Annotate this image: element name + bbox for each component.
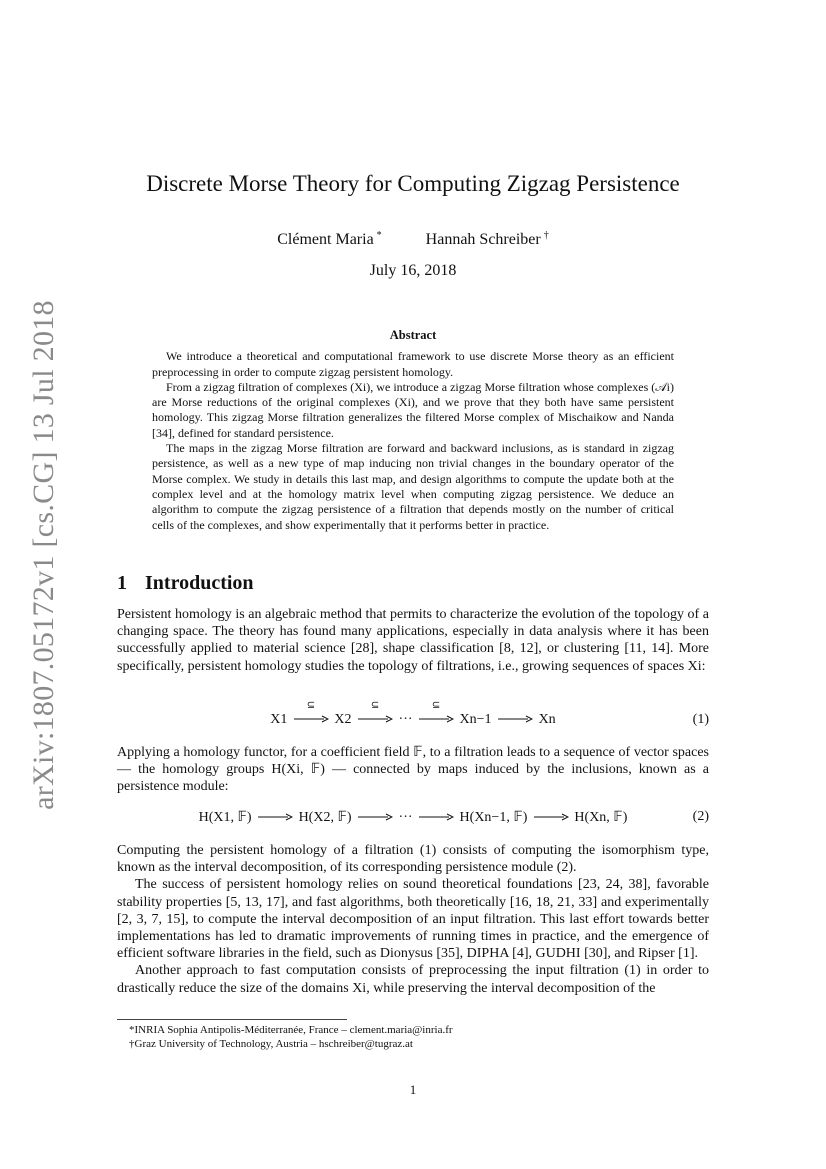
intro-paragraph-5: Another approach to fast computation consists of preprocessing the input filtration (1) in order to drastically reduce the size of the domains Xi, while preserving the interval decomposition of the <box>117 963 709 996</box>
intro-paragraph-2: Applying a homology functor, for a coefficient field 𝔽, to a filtration leads to a sequence of vector spaces — the homology groups H(Xi, 𝔽) — connected by maps induced by the inclusions, known as a persistence module: <box>117 745 709 795</box>
publication-date: July 16, 2018 <box>369 262 457 279</box>
author-2-name: Hannah Schreiber <box>425 231 541 248</box>
equation-2 <box>117 809 709 833</box>
eq1-term-4: Xn−1 <box>459 712 492 728</box>
intro-paragraph-1: Persistent homology is an algebraic method that permits to characterize the evolution of the topology of a changing space. The theory has found many applications, especially in data analysis where it has been successfully applied to material science [28], shape classification [8, 12], or clustering [11, 14]. More specifically, persistent homology studies the topology of filtrations, i.e., growing sequences of spaces Xi: <box>117 607 709 674</box>
inclusion-arrow: ⊆ <box>418 712 454 728</box>
author-2 <box>426 226 549 250</box>
equation-1 <box>117 700 709 736</box>
author-2-mark: † <box>543 230 549 241</box>
eq2-term-1: H(X1, 𝔽) <box>198 810 252 825</box>
arxiv-identifier-stamp <box>26 300 62 810</box>
section-heading <box>117 572 254 595</box>
eq2-term-4: H(Xn−1, 𝔽) <box>459 810 528 825</box>
eq2-term-2: H(X2, 𝔽) <box>298 810 352 825</box>
author-1 <box>277 226 381 250</box>
footnote-2: †Graz University of Technology, Austria – hschreiber@tugraz.at <box>129 1038 413 1050</box>
abstract-heading: Abstract <box>389 328 437 342</box>
footnotes <box>117 1019 709 1051</box>
eq1-term-1: X1 <box>270 712 288 728</box>
intro-paragraph-3-block <box>117 842 709 997</box>
eq1-term-2: X2 <box>334 712 352 728</box>
section-title: Introduction <box>145 572 254 594</box>
author-1-name: Clément Maria <box>277 231 374 248</box>
intro-paragraph-4: The success of persistent homology relies on sound theoretical foundations [23, 24, 38], favorable stability properties [5, 13, 17], and fast algorithms, both theoretically [16, 18, 21, 33] and experimentally [2, 3, 7, 15], to compute the interval decomposition of an input filtration. This last effort towards better implementations has led to dramatic improvements of running times in practice, and the emergence of efficient software libraries in the field, such as Dionysus [35], DIPHA [4], GUDHI [30], and Ripser [1]. <box>117 877 709 962</box>
inclusion-arrow: ⊆ <box>357 712 393 728</box>
equation-2-number: (2) <box>692 809 709 824</box>
author-1-mark: * <box>376 230 382 241</box>
abstract-block <box>152 328 674 533</box>
induced-map-arrow <box>418 810 454 826</box>
equation-2-body <box>117 809 709 826</box>
footnote-1: *INRIA Sophia Antipolis-Méditerranée, France – clement.maria@inria.fr <box>129 1024 453 1036</box>
footnote-rule <box>117 1019 347 1020</box>
page-number: 1 <box>409 1082 417 1097</box>
eq1-term-3: ··· <box>398 712 413 728</box>
eq1-term-5: Xn <box>538 712 556 728</box>
author-list <box>0 226 826 250</box>
eq2-term-3: ··· <box>398 810 413 825</box>
induced-map-arrow <box>533 810 569 826</box>
section-number: 1 <box>117 572 127 594</box>
induced-map-arrow <box>357 810 393 826</box>
equation-1-body <box>117 700 709 728</box>
abstract-paragraph-2: From a zigzag filtration of complexes (Xi), we introduce a zigzag Morse filtration whose complexes (𝒜i) are Morse reductions of the original complexes (Xi), and we prove that they both have same persistent homology. This zigzag Morse filtration generalizes the filtered Morse complex of Mischaikow and Nanda [34], defined for standard persistence. <box>152 379 674 440</box>
arxiv-identifier-text: arXiv:1807.05172v1 [cs.CG] 13 Jul 2018 <box>27 300 61 810</box>
eq2-term-5: H(Xn, 𝔽) <box>574 810 628 825</box>
induced-map-arrow <box>257 810 293 826</box>
paper-title: Discrete Morse Theory for Computing Zigzag Persistence <box>146 171 680 196</box>
abstract-paragraph-3: The maps in the zigzag Morse filtration are forward and backward inclusions, as is standard in zigzag persistence, as well as a new type of map inducing non trivial changes in the boundary operator of the Morse complex. We study in details this last map, and design algorithms to compute the update both at the complex level and at the homology matrix level when computing zigzag persistence. We deduce an algorithm to compute the zigzag persistence of a filtration that depends mostly on the number of critical cells of the complexes, and show experimentally that it performs better in practice. <box>152 441 674 532</box>
abstract-paragraph-1: We introduce a theoretical and computational framework to use discrete Morse theory as an efficient preprocessing in order to compute zigzag persistent homology. <box>152 349 674 379</box>
intro-paragraph-3: Computing the persistent homology of a filtration (1) consists of computing the isomorphism type, known as the interval decomposition, of its corresponding persistence module (2). <box>117 843 709 876</box>
equation-1-number: (1) <box>692 712 709 727</box>
inclusion-arrow: ⊆ <box>293 712 329 728</box>
inclusion-arrow <box>497 712 533 728</box>
